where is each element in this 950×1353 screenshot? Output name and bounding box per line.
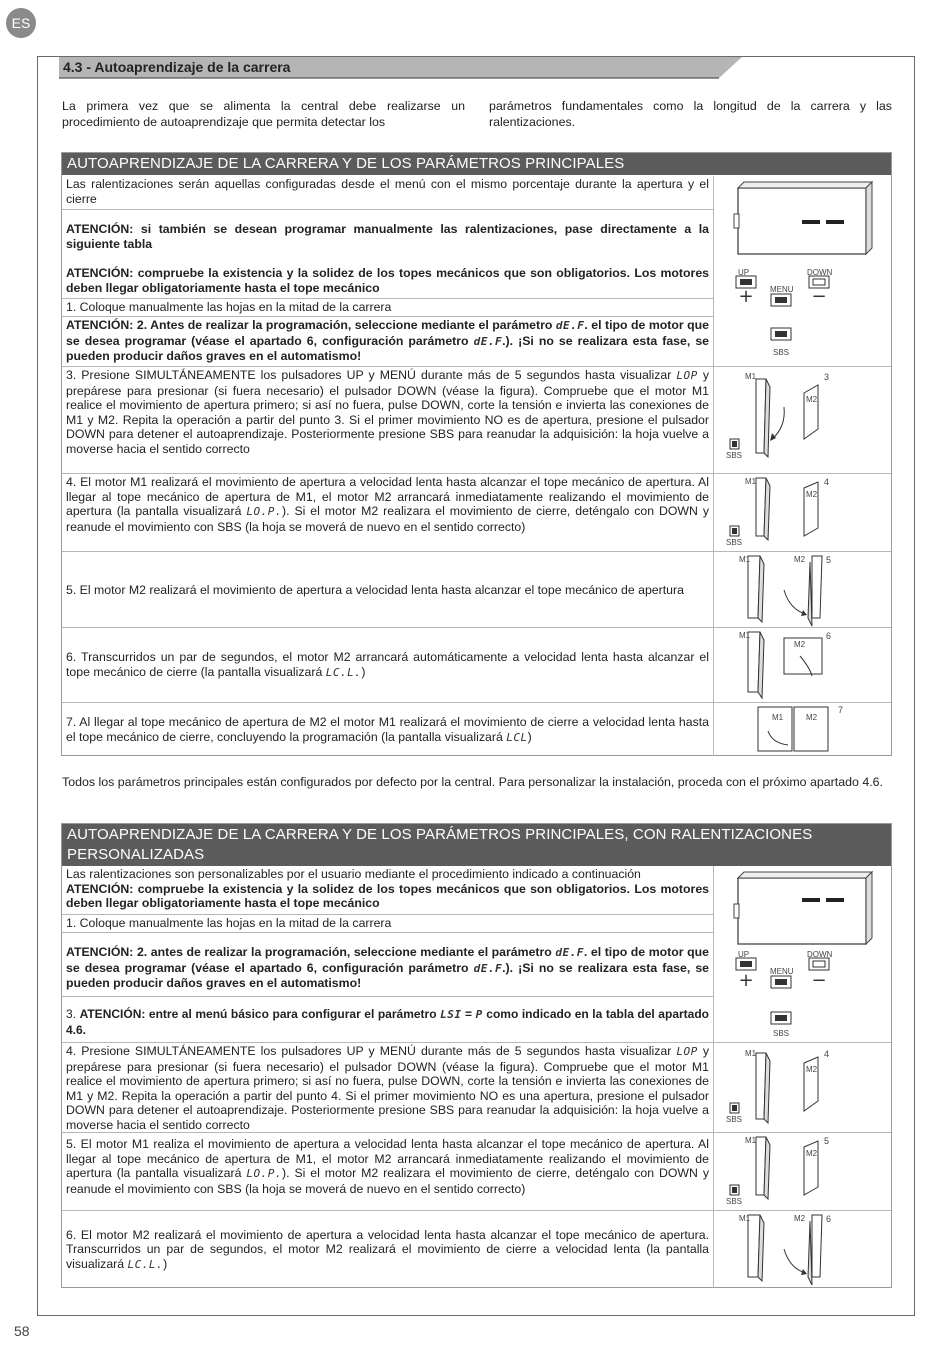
step-text: 4. El motor M1 realizará el movimiento de apertura a velocidad lenta hasta alcanzar el tope mecánico de apertura. Al llegar al tope mecánico de apertura de M1, el motor M2 arrancará inmediatamente realizando el movimiento de apertura (la pantalla visualizará — [66, 475, 709, 519]
intro-right: parámetros fundamentales como la longitud de la carrera y las ralentizaciones. — [489, 99, 892, 129]
figure-step-4 — [713, 1042, 891, 1132]
sbs-label: SBS — [773, 1029, 790, 1038]
table-autoaprendizaje-personalizadas — [61, 823, 892, 1288]
table-header: AUTOAPRENDIZAJE DE LA CARRERA Y DE LOS PARÁMETROS PRINCIPALES — [62, 153, 891, 175]
step-text: Las ralentizaciones son personalizables por el usuario mediante el procedimiento indicado a continuación — [66, 867, 641, 881]
table-row: Las ralentizaciones serán aquellas configuradas desde el menú con el mismo porcentaje durante la apertura y el cierre — [62, 176, 714, 209]
figure-number: 4 — [824, 1049, 830, 1059]
step-text: y prepárese para presionar (si fuera necesario) el pulsador DOWN (véase la figura). Compruebe que el motor M1 realice el movimiento de apertura primero; si así no fuera, pulse DOWN, corte la tensión e invierta las conexiones de M1 y M2. Repita la operación a partir del punto 4. Si el primer movimiento NO es una apertura, presione el pulsador DOWN para detener el autoaprendizaje. Posteriormente presione SBS para reanudar la adquisición: la hoja vuelve a moverse hacia el sentido correcto — [66, 1044, 709, 1132]
table-header: AUTOAPRENDIZAJE DE LA CARRERA Y DE LOS PARÁMETROS PRINCIPALES, CON RALENTIZACIONES PERSONALIZADAS — [62, 824, 891, 866]
table-row — [62, 473, 714, 551]
warning-text: ATENCIÓN: si también se desean programar manualmente las ralentizaciones, pase directamente a la siguiente tabla — [66, 222, 709, 251]
step-text: 6. Transcurridos un par de segundos, el motor M2 arrancará automáticamente a velocidad lenta hasta alcanzar el tope mecánico de cierre (la pantalla visualizará — [66, 650, 709, 679]
step-text: 3. Presione SIMULTÁNEAMENTE los pulsadores UP y MENÚ durante más de 5 segundos hasta visualizar — [66, 368, 672, 382]
figure-step-5 — [713, 1132, 891, 1210]
lcd-code: LSI — [440, 1008, 462, 1021]
m1-label: M1 — [772, 713, 784, 722]
step-text: . el tipo de motor que se desea programar (véase el apartado 6, configuración parámetro — [66, 945, 709, 975]
m1-label: M1 — [739, 631, 751, 640]
m1-label: M1 — [745, 372, 757, 381]
up-label: UP — [738, 950, 750, 959]
svg-text:+: + — [738, 286, 754, 307]
intro-left: La primera vez que se alimenta la central debe realizarse un procedimiento de autoaprendizaje que permita detectar los — [62, 99, 465, 129]
figure-step-6 — [713, 1210, 891, 1288]
table-row — [62, 932, 714, 996]
svg-text:+: + — [738, 970, 754, 991]
step-text: 4. Presione SIMULTÁNEAMENTE los pulsadores UP y MENÚ durante más de 5 segundos hasta visualizar — [66, 1044, 672, 1058]
figure-number: 7 — [838, 705, 844, 715]
table-row — [62, 702, 714, 756]
figure-number: 6 — [826, 1214, 832, 1224]
table-row — [62, 316, 714, 366]
step-text: ATENCIÓN: 2. Antes de realizar la programación, seleccione mediante el parámetro — [66, 318, 553, 332]
table-row — [62, 209, 714, 253]
svg-text:−: − — [811, 286, 827, 307]
step-text: y prepárese para presionar (si fuera necesario) el pulsador DOWN (véase la figura). Compruebe que el motor M1 realice el movimiento de apertura primero; si así no fuera, pulse DOWN, corte la tensión e invierta las conexiones de M1 y M2. Repita la operación a partir del punto 3. Si el primer movimiento NO es de apertura, presione el pulsador DOWN para detener el autoaprendizaje. Posteriormente presione SBS para reanudar la adquisición: la hoja vuelve a moverse hacia el sentido correcto — [66, 368, 709, 456]
step-text: 6. El motor M2 realizará el movimiento de apertura a velocidad lenta hasta alcanzar el tope mecánico de apertura. Transcurridos un par de segundos, el motor M2 realizará el movimiento de cierre a velocidad lenta (la pantalla visualizará — [66, 1227, 709, 1271]
lcd-code: LC.L. — [325, 666, 362, 679]
middle-note: Todos los parámetros principales están configurados por defecto por la central. Para personalizar la instalación, proceda con el próximo apartado 4.6. — [62, 775, 883, 789]
lcd-code: LO.P. — [246, 1167, 282, 1181]
step-text: ATENCIÓN: 2. antes de realizar la programación, seleccione mediante el parámetro — [66, 945, 552, 959]
language-code: ES — [11, 15, 31, 31]
m1-label: M1 — [745, 1136, 757, 1145]
table-row — [62, 253, 714, 297]
step-text: . el tipo de motor que se desea programar (véase el apartado 6, configuración parámetro — [66, 318, 710, 348]
language-badge — [6, 8, 36, 38]
figure-step-4 — [713, 473, 891, 551]
m1-label: M1 — [745, 1049, 757, 1058]
step-text: 5. El motor M2 realizará el movimiento de apertura a velocidad lenta hasta alcanzar el tope mecánico de apertura — [66, 582, 684, 597]
section-header — [59, 57, 742, 78]
step-text: .). ¡Si no se realizara esta fase, se pueden producir daños graves en el automatismo! — [66, 333, 709, 364]
sbs-label: SBS — [726, 451, 743, 460]
down-label: DOWN — [807, 268, 833, 277]
table-row — [62, 866, 714, 914]
step-text: 3. — [66, 1007, 77, 1021]
warning-text: ATENCIÓN: compruebe la existencia y la solidez de los topes mecánicos que son obligatorios. Los motores deben llegar obligatoriamente hasta el tope mecánico — [66, 266, 709, 295]
m1-label: M1 — [739, 555, 751, 564]
sbs-label: SBS — [726, 1197, 743, 1206]
m1-label: M1 — [739, 1214, 751, 1223]
sbs-label: SBS — [773, 348, 790, 357]
lcd-code: dE.F — [473, 961, 503, 975]
svg-text:−: − — [811, 970, 827, 991]
m2-label: M2 — [806, 1149, 818, 1158]
step-text: 7. Al llegar al tope mecánico de apertura de M2 el motor M1 realizará el movimiento de cierre a velocidad lenta hasta el tope mecánico de cierre, concluyendo la programación (la pantalla visualizará — [66, 714, 709, 744]
warning-text: ATENCIÓN: compruebe la existencia y la solidez de los topes mecánicos que son obligatorios. Los motores deben llegar obligatoriamente hasta el tope mecánico — [66, 881, 709, 911]
step-text: como indicado en la tabla del apartado 4.6. — [66, 1007, 709, 1037]
lcd-code: LOP — [676, 369, 698, 382]
m2-label: M2 — [794, 640, 806, 649]
table-row: 1. Coloque manualmente las hojas en la mitad de la carrera — [62, 914, 714, 932]
step-text: ) — [163, 1256, 168, 1271]
lcd-code: dE.F — [473, 334, 503, 348]
figure-number: 5 — [826, 555, 832, 565]
figure-number: 5 — [824, 1136, 830, 1146]
lcd-code: dE.F — [555, 319, 585, 332]
figure-number: 6 — [826, 631, 832, 641]
table-row — [62, 1132, 714, 1210]
menu-label: MENU — [770, 285, 794, 294]
table-row — [62, 1210, 714, 1288]
gate-diagram — [714, 703, 892, 757]
figure-step-7 — [713, 702, 891, 756]
m2-label: M2 — [794, 555, 806, 564]
table-row — [62, 366, 714, 473]
step-text: .). ¡Si no se realizara esta fase, se pueden producir daños graves en el automatismo! — [66, 960, 709, 991]
m2-label: M2 — [806, 713, 818, 722]
sbs-label: SBS — [726, 1115, 743, 1124]
step-text: 5. El motor M1 realiza el movimiento de apertura a velocidad lenta hasta alcanzar el tope mecánico de apertura. Al llegar al tope mecánico de apertura de M1, el motor M2 arrancará inmediatamente realizando el movimiento de apertura (la pantalla visualizará — [66, 1137, 709, 1181]
page-number: 58 — [14, 1323, 30, 1339]
m2-label: M2 — [794, 1214, 806, 1223]
figure-number: 4 — [824, 477, 830, 487]
lcd-code: dE.F — [555, 946, 584, 959]
figure-step-5 — [713, 551, 891, 627]
lcd-code: LCL — [506, 730, 528, 744]
step-text: ATENCIÓN: entre al menú básico para configurar el parámetro — [79, 1007, 437, 1021]
m1-label: M1 — [745, 477, 757, 486]
lcd-code: P — [475, 1008, 483, 1021]
m2-label: M2 — [806, 1065, 818, 1074]
figure-number: 3 — [824, 372, 830, 382]
table-autoaprendizaje — [61, 152, 892, 756]
step-text: ) — [527, 729, 532, 744]
down-label: DOWN — [807, 950, 833, 959]
table-row — [62, 996, 714, 1042]
step-text: ) — [361, 665, 366, 679]
table-row — [62, 551, 714, 627]
table-row — [62, 1042, 714, 1132]
table-row: 1. Coloque manualmente las hojas en la mitad de la carrera — [62, 298, 714, 316]
sbs-label: SBS — [726, 538, 743, 547]
figure-step-6 — [713, 627, 891, 702]
table-row — [62, 627, 714, 702]
lcd-code: LOP — [676, 1045, 698, 1058]
lcd-code: LC.L. — [127, 1257, 164, 1271]
lcd-code: LO.P. — [246, 505, 282, 519]
figure-step-3 — [713, 366, 891, 473]
m2-label: M2 — [806, 395, 818, 404]
step-text: ). Si el motor M2 realizara el movimiento de cierre, deténgalo con DOWN y reanude el movimiento con SBS (la hoja se moverá de nuevo en el sentido correcto) — [66, 1166, 709, 1196]
step-text: ). Si el motor M2 realizara el movimiento de cierre, deténgalo con DOWN y reanude el movimiento con SBS (la hoja se moverá de nuevo en el sentido correcto) — [66, 504, 709, 534]
up-label: UP — [738, 268, 750, 277]
m2-label: M2 — [806, 490, 818, 499]
step-text: = — [461, 1007, 476, 1021]
section-title: 4.3 - Autoaprendizaje de la carrera — [63, 59, 291, 75]
menu-label: MENU — [770, 967, 794, 976]
